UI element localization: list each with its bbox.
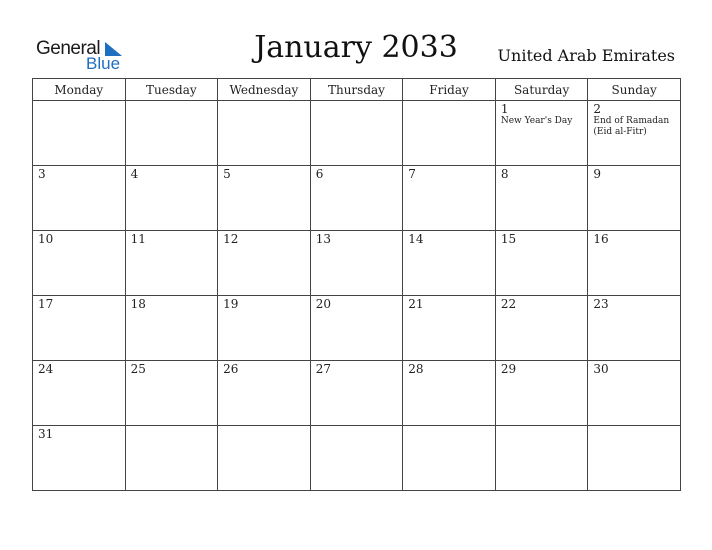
day-number: 12	[223, 232, 239, 246]
day-number	[126, 426, 218, 428]
day-cell	[495, 166, 588, 231]
day-number	[218, 426, 310, 428]
day-number: 4	[130, 167, 139, 181]
day-cell	[310, 426, 403, 491]
day-cell	[218, 361, 311, 426]
day-cell	[310, 296, 403, 361]
day-number: 25	[130, 362, 146, 376]
day-number: 15	[500, 232, 517, 246]
day-cell	[403, 361, 496, 426]
day-cell	[218, 101, 311, 166]
day-cell	[495, 361, 588, 426]
day-cell	[33, 361, 126, 426]
day-cell	[218, 426, 311, 491]
day-cell	[310, 361, 403, 426]
day-number: 8	[500, 167, 509, 181]
day-number: 26	[223, 362, 239, 376]
day-number: 16	[593, 232, 609, 246]
day-number: 31	[38, 427, 54, 441]
week-row	[33, 231, 681, 296]
day-cell	[125, 426, 218, 491]
week-row	[33, 166, 681, 231]
day-number: 1	[500, 102, 509, 116]
day-number: 24	[38, 362, 54, 376]
day-cell	[125, 166, 218, 231]
day-cell	[125, 101, 218, 166]
weekday-header: Saturday	[495, 79, 588, 101]
day-number: 10	[38, 232, 54, 246]
day-number	[126, 101, 218, 103]
weekday-header: Friday	[403, 79, 496, 101]
day-number: 9	[593, 167, 602, 181]
calendar-grid	[32, 78, 681, 491]
day-cell	[310, 101, 403, 166]
day-cell	[33, 101, 126, 166]
day-number	[588, 426, 680, 428]
day-cell	[403, 231, 496, 296]
day-cell	[125, 296, 218, 361]
day-cell	[588, 231, 681, 296]
weekday-header-row	[33, 79, 681, 101]
day-number: 22	[500, 297, 517, 311]
holiday-label: End of Ramadan (Eid al-Fitr)	[593, 116, 670, 137]
day-cell	[588, 101, 681, 166]
day-number: 14	[408, 232, 424, 246]
day-cell	[588, 426, 681, 491]
day-cell	[403, 166, 496, 231]
day-number: 6	[315, 167, 324, 181]
week-row	[33, 296, 681, 361]
weekday-header: Thursday	[310, 79, 403, 101]
day-number: 29	[500, 362, 517, 376]
day-number: 5	[223, 167, 231, 181]
weekday-header: Monday	[33, 79, 126, 101]
day-number: 20	[315, 297, 331, 311]
day-number	[311, 101, 403, 103]
day-number: 28	[408, 362, 424, 376]
day-number	[33, 101, 125, 103]
day-number: 21	[408, 297, 424, 311]
day-cell	[310, 231, 403, 296]
day-cell	[495, 101, 588, 166]
day-number: 19	[223, 297, 239, 311]
day-cell	[588, 296, 681, 361]
day-cell	[125, 231, 218, 296]
day-cell	[495, 296, 588, 361]
weekday-header: Sunday	[588, 79, 681, 101]
week-row	[33, 361, 681, 426]
day-number	[496, 426, 588, 428]
day-number	[218, 101, 310, 103]
day-cell	[33, 231, 126, 296]
day-cell	[495, 426, 588, 491]
holiday-label: New Year's Day	[500, 116, 573, 126]
day-number	[311, 426, 403, 428]
day-number: 30	[593, 362, 609, 376]
day-cell	[588, 361, 681, 426]
day-number: 7	[408, 167, 416, 181]
day-number: 17	[38, 297, 54, 311]
day-cell	[310, 166, 403, 231]
day-cell	[33, 296, 126, 361]
day-number: 11	[130, 232, 146, 246]
day-number: 3	[38, 167, 46, 181]
day-cell	[125, 361, 218, 426]
logo-general-text: General	[36, 38, 101, 59]
day-number: 2	[593, 102, 602, 116]
day-cell	[403, 426, 496, 491]
day-number	[403, 426, 495, 428]
logo-blue-text: Blue	[86, 54, 121, 73]
day-cell	[588, 166, 681, 231]
day-number	[403, 101, 495, 103]
day-cell	[33, 166, 126, 231]
day-number: 27	[315, 362, 331, 376]
day-number: 18	[130, 297, 146, 311]
day-cell	[218, 231, 311, 296]
day-number: 13	[315, 232, 331, 246]
calendar-title: January 2033	[254, 30, 458, 65]
day-cell	[218, 296, 311, 361]
country-name: United Arab Emirates	[497, 46, 675, 65]
day-cell	[33, 426, 126, 491]
day-cell	[403, 101, 496, 166]
weekday-header: Wednesday	[218, 79, 311, 101]
day-cell	[495, 231, 588, 296]
week-row	[33, 426, 681, 491]
day-cell	[403, 296, 496, 361]
week-row	[33, 101, 681, 166]
weekday-header: Tuesday	[125, 79, 218, 101]
day-cell	[218, 166, 311, 231]
day-number: 23	[593, 297, 609, 311]
